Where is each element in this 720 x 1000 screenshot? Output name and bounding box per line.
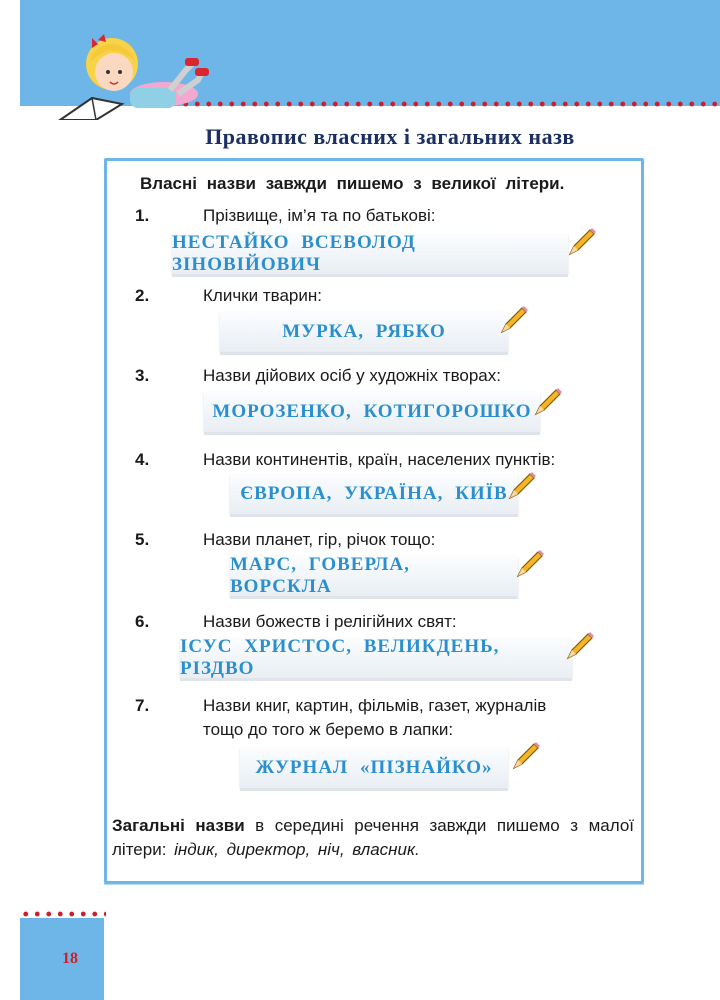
example-text: ЖУРНАЛ «ПІЗНАЙКО» [255,757,493,778]
pencil-icon [504,470,538,504]
common-nouns-text: в середині речення завжди пишемо з малої літери: [112,816,634,859]
pencil-icon [512,548,546,582]
common-nouns-rule [112,814,634,862]
example-text: МОРОЗЕНКО, КОТИГОРОШКО [212,401,532,422]
pencil-icon [508,740,542,774]
girl-reading-illustration [52,20,212,120]
example-text: МАРС, ГОВЕРЛА, ВОРСКЛА [230,554,410,597]
common-nouns-term: Загальні назви [112,816,245,835]
item-label: Назви книг, картин, фільмів, газет, журналів [203,696,547,715]
example-text: НЕСТАЙКО ВСЕВОЛОД ЗІНОВІЙОВИЧ [172,232,416,275]
pencil-icon [562,630,596,664]
page-number: 18 [62,950,78,967]
item-label: Назви континентів, країн, населених пунктів: [203,450,556,469]
item-label: Назви планет, гір, річок тощо: [203,530,436,549]
example-text: ЄВРОПА, УКРАЇНА, КИЇВ [240,483,508,504]
dotted-divider [180,100,720,108]
example-text: МУРКА, РЯБКО [282,321,446,342]
common-nouns-examples: індик, директор, ніч, власник. [174,840,420,859]
example-strip [172,234,568,274]
item-number: 7. [135,696,150,715]
item-number: 1. [135,206,150,225]
intro-text: Власні назви завжди пишемо з великої літери. [140,174,565,193]
example-strip [180,638,572,678]
pencil-icon [496,304,530,338]
item-number: 2. [135,286,150,305]
item-label-continued: тощо до того ж беремо в лапки: [203,720,454,739]
item-label: Назви божеств і релігійних свят: [203,612,457,631]
example-strip [204,392,540,432]
item-number: 6. [135,612,150,631]
item-number: 5. [135,530,150,549]
item-label: Прізвище, ім’я та по батькові: [203,206,436,225]
example-text: ІСУС ХРИСТОС, ВЕЛИКДЕНЬ, РІЗДВО [180,636,500,679]
pencil-icon [530,386,564,420]
dotted-divider-footer [20,910,106,918]
example-strip [220,312,508,352]
item-label: Назви дійових осіб у художніх творах: [203,366,501,385]
page-title: Правопис власних і загальних назв [205,124,575,149]
item-number: 4. [135,450,150,469]
pencil-icon [564,226,598,260]
example-strip [230,474,518,514]
item-label: Клички тварин: [203,286,322,305]
item-number: 3. [135,366,150,385]
example-strip [240,748,508,788]
example-strip [230,556,518,596]
